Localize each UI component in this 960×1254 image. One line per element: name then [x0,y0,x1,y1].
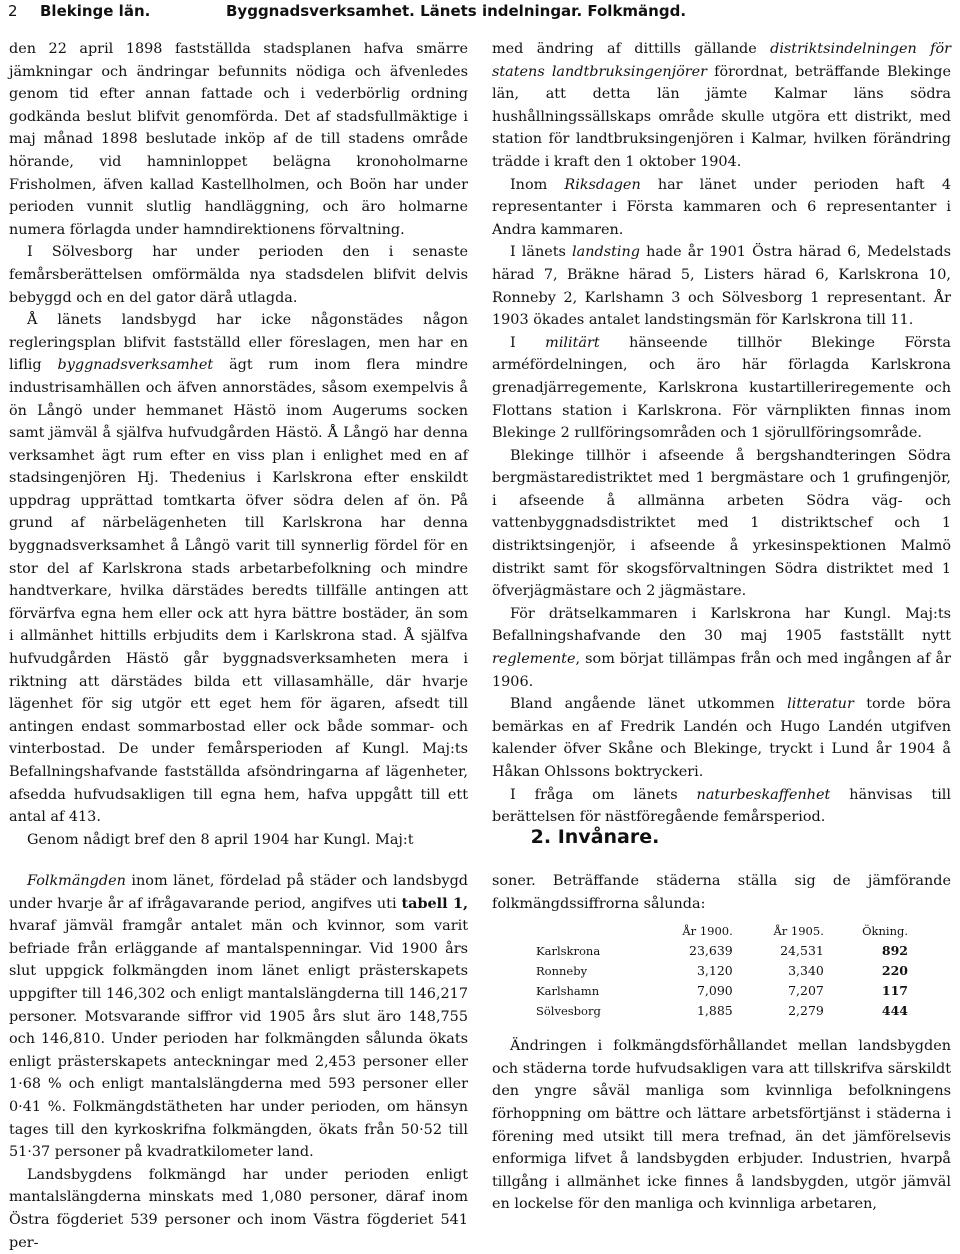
paragraph: Blekinge tillhör i afseende å bergshandteringen Södra bergmästaredistriktet med 1 bergmästare och 1 grufingenjör, i afseende å allmänna arbeten Södra väg- och vattenbyggnadsdistriktet med 1 distriktschef och 1 distriktsingenjör, i afseende å yrkesinspektionen Malmö distrikt samt för skogsförvaltningen Södra distriktet med 1 öfverjägmästare och 2 jägmästare. [492,447,951,600]
table-row [532,961,912,981]
table-cell: 1,885 [696,1003,733,1019]
paragraph: Å länets landsbygd har icke någonstädes någon regleringsplan blifvit fastställd eller föreslagen, men har en liflig byggnadsverksamhet ägt rum inom flera mindre industrisamhällen och äfven annorstädes, såsom exempelvis å ön Långö under hemmanet Hästö inom Augerums socken samt jämväl å själfva hufvudgården Hästö. Å Långö har denna verksamhet ägt rum efter en viss plan i enlighet med en af stadsingenjören Hj. Thedenius i Karlskrona efter enskildt uppdrag upprättad tomtkarta öfver södra delen af ön. På grund af närbelägenheten till Karlskrona har denna byggnadsverksamhet å Långö varit till synnerlig fördel för en stor del af Karlskrona stads arbetarbefolkning och mindre handtverkare, hvilka därstädes beredts tillfälle antingen att förvärfva egna hem eller ock att hyra bättre bostäder, än som i allmänhet hittills erbjudits dem i Karlskrona stad. Å själfva hufvudgården Hästö går byggnadsverksamheten mera i riktning att därstädes bilda ett villasamhälle, där hvarje lägenhet för sig utgör ett eget hem för ägaren, afsedt till antingen endast sommarbostad eller ock både sommar- och vinterbostad. De under femårsperioden af Kungl. Maj:ts Befallningshafvande fastställda afsöndringarna af lägenheter, afsedda hufvudsakligen till egna hem, hafva uppgått till ett antal af 413. [9,312,468,826]
column-left-bottom [9,870,468,1254]
table-cell: Ronneby [536,964,588,979]
emphasis: distriktsindelningen för statens landtbruksingenjörer [492,41,951,80]
emphasis: Riksdagen [564,176,641,193]
table-header-row [532,921,912,941]
table-cell: 7,207 [788,983,824,999]
table-cell: 7,090 [696,983,733,999]
table-cell: 117 [881,983,908,999]
page-number: 2 [8,2,18,20]
header-county: Blekinge län. [40,2,151,20]
paragraph: med ändring af dittills gällande distriktsindelningen för statens landtbruksingenjörer förordnat, beträffande Blekinge län, att detta län jämte Kalmar läns södra hushållningssällskaps område skulle utgöra ett distrikt, med station för landtbruksingenjören i Kalmar, hvilken förändring trädde i kraft den 1 oktober 1904. [492,41,952,170]
table-cell: 892 [881,943,908,959]
column-right-top [492,38,951,829]
paragraph: soner. Beträffande städerna ställa sig de jämförande folkmängdssiffrorna sålunda: [492,873,951,912]
table-reference: tabell 1, [401,894,468,912]
table-header: År 1905. [773,924,824,939]
paragraph: För drätselkammaren i Karlskrona har Kungl. Maj:ts Befallningshafvande den 30 maj 1905 fastställt nytt reglemente, som börjat tillämpas från och med ingången af år 1906. [492,605,951,690]
paragraph: I Sölvesborg har under perioden den i senaste femårsberättelsen omförmälda nya stadsdelen blifvit delvis bebyggd och en del gator därå utlagda. [9,244,468,306]
emphasis: Folkmängden [27,873,126,889]
paragraph: Inom Riksdagen har länet under perioden haft 4 representanter i Första kammaren och 6 representanter i Andra kammaren. [492,176,951,238]
emphasis: reglemente [492,651,576,668]
table-header: Ökning. [862,924,908,939]
table-cell: 220 [881,963,908,979]
population-table [532,921,912,1021]
column-left-top [9,38,468,851]
emphasis: byggnadsverksamhet [57,357,214,374]
emphasis: militärt [545,334,600,351]
section-heading: 2. Invånare. [530,826,660,848]
table-header [532,921,646,941]
paragraph: Bland angående länet utkommen litteratur torde böra bemärkas en af Fredrik Landén och Hugo Landén utgifven kalender öfver Skåne och Blekinge, tryckt i Lund år 1904 å Håkan Ohlssons boktryckeri. [492,696,951,780]
paragraph: Genom nådigt bref den 8 april 1904 har Kungl. Maj:t [27,831,414,848]
table-cell: 3,120 [696,963,733,979]
paragraph: I länets landsting hade år 1901 Östra härad 6, Medelstads härad 7, Bräkne härad 5, Listers härad 6, Karlskrona 10, Ronneby 2, Karlshamn 3 och Sölvesborg 1 representant. År 1903 ökades antalet landstingsmän för Karlskrona till 11. [492,244,952,329]
paragraph: I fråga om länets naturbeskaffenhet hänvisas till berättelsen för nästföregående femårsperiod. [492,786,951,826]
paragraph: Landsbygdens folkmängd har under perioden enligt mantalslängderna minskats med 1,080 personer, däraf inom Östra fögderiet 539 personer och inom Västra fögderiet 541 per- [9,1166,468,1251]
emphasis: landsting [572,244,640,261]
paragraph: I militärt hänseende tillhör Blekinge Första arméfördelningen, och äro här förlagda Karlskrona grenadjärregemente, Karlskrona kustartilleriregemente och Flottans station i Karlskrona. För värnplikten finnas inom Blekinge 2 rullföringsområden och 1 sjörullföringsområde. [492,334,951,442]
table-row [532,981,912,1001]
table-cell: Sölvesborg [536,1004,601,1019]
table-cell: Karlskrona [536,944,601,959]
paragraph: Folkmängden inom länet, fördelad på städer och landsbygd under hvarje år af ifrågavarande period, angifves uti tabell 1, hvaraf jämväl framgår antalet män och kvinnor, som varit befriade från erläggande af mantalspenningar. Vid 1900 års slut uppgick folkmängden inom länet enligt prästerskapets uppgifter till 146,302 och enligt mantalslängderna till 146,217 personer. Motsvarande siffror vid 1905 års slut äro 148,755 och 146,810. Under perioden har folkmängden sålunda ökats enligt prästerskapets anteckningar med 2,453 personer eller 1·68 % och enligt mantalslängderna med 593 personer eller 0·41 %. Folkmängdstätheten har under perioden, om hänsyn tages till den kyrkoskrifna folkmängden, ökats från 50·52 till 51·37 personer på kvadratkilometer land. [9,873,468,1161]
column-right-bottom [492,870,951,1216]
emphasis: litteratur [787,696,854,713]
paragraph: Ändringen i folkmängdsförhållandet mellan landsbygden och städerna torde hufvudsakligen vara att tillskrifva särskildt den yngre såväl manliga som kvinnliga befolkningens förhoppning om bättre och lättare arbetsförtjänst i städerna i förening med utsikt till mera trefnad, än det jämförelsevis enformiga lifvet å landsbygden erbjuder. Industrien, hvarpå tillgång i allmänhet icke finnes å landsbygden, utgör jämväl en lockelse för den manliga och kvinnliga arbetaren, [492,1038,951,1213]
table-cell: Karlshamn [536,984,600,999]
table-row [532,941,912,961]
table-header: År 1900. [682,924,733,939]
header-topics: Byggnadsverksamhet. Länets indelningar. Folkmängd. [226,2,687,20]
table-cell: 3,340 [788,963,824,979]
paragraph: den 22 april 1898 fastställda stadsplanen hafva smärre jämkningar och ändringar befunnits nödiga och äfvenledes genom tid efter annan fattade och i vederbörlig ordning godkända beslut blifvit genomförda. Det af stadsfullmäktige i maj månad 1898 beslutade inköp af de till stadens område hörande, vid hamninloppet belägna kronoholmarne Frisholmen, äfven kallad Kastellholmen, och Boön har under perioden vunnit slutlig handläggning, och äro holmarne numera förlagda under hamndirektionens förvaltning. [9,41,468,238]
table-cell: 23,639 [689,943,733,959]
table-cell: 444 [881,1003,908,1019]
table-cell: 24,531 [780,943,824,959]
emphasis: naturbeskaffenhet [696,786,831,803]
table-cell: 2,279 [788,1003,824,1019]
table-row [532,1001,912,1021]
running-header [8,2,952,24]
